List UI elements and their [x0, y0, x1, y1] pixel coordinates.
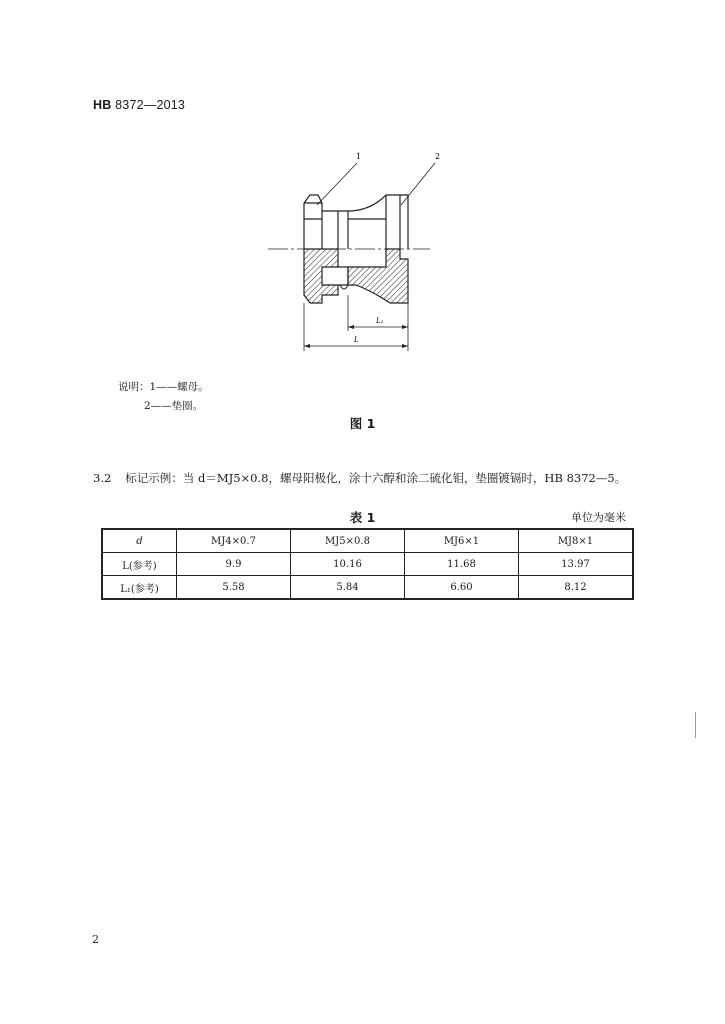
table-cell: MJ6×1: [405, 529, 519, 553]
legend-item-2: 2——垫圈。: [144, 400, 204, 412]
joint-outline: [338, 267, 348, 285]
table-cell: 6.60: [405, 576, 519, 600]
table-cell: 5.58: [177, 576, 291, 600]
figure-legend: [118, 378, 209, 416]
legend-prefix: 说明：: [118, 381, 150, 393]
figure-caption: 图 1: [349, 416, 376, 431]
table-cell: MJ4×0.7: [177, 529, 291, 553]
table-row: [102, 529, 633, 553]
table-cell: 13.97: [519, 553, 634, 576]
callout-2: 2: [435, 152, 441, 161]
legend-item-1: 1——螺母。: [149, 381, 209, 393]
table-cell: MJ5×0.8: [291, 529, 405, 553]
nut-outline: [304, 195, 348, 249]
table-cell: 10.16: [291, 553, 405, 576]
table-cell: d: [102, 529, 177, 553]
nut-washer-drawing: [260, 145, 460, 360]
clause-text: 标记示例：当 d＝MJ5×0.8，螺母阳极化，涂十六醇和涂二硫化钼，垫圈镀镉时，HB 8372—5。: [125, 471, 627, 485]
document-header: [93, 98, 185, 112]
leader-line-2: [401, 163, 435, 205]
table-title: 表 1: [349, 510, 376, 525]
dimension-table: [101, 528, 634, 600]
table-row: [102, 576, 633, 600]
clause-number: 3.2: [93, 471, 112, 485]
standard-code: HB: [93, 98, 112, 112]
nut-section: [304, 249, 338, 303]
table-row: [102, 553, 633, 576]
standard-number: 8372—2013: [115, 98, 186, 112]
table-cell: 11.68: [405, 553, 519, 576]
table-cell: 5.84: [291, 576, 405, 600]
page-number: 2: [92, 933, 99, 946]
scan-edge-mark: [695, 712, 696, 738]
table-unit: 单位为毫米: [571, 511, 626, 524]
table-cell: L(参考): [102, 553, 177, 576]
dim-L1-label: L₁: [376, 317, 384, 325]
table-cell: 8.12: [519, 576, 634, 600]
washer-outline: [348, 195, 408, 249]
dim-L-label: L: [354, 336, 359, 344]
marking-example: [93, 470, 626, 486]
table-cell: L₁(参考): [102, 576, 177, 600]
callout-1: 1: [356, 152, 362, 161]
table-cell: 9.9: [177, 553, 291, 576]
washer-section: [348, 249, 408, 303]
table-cell: MJ8×1: [519, 529, 634, 553]
leader-line-1: [317, 163, 357, 205]
